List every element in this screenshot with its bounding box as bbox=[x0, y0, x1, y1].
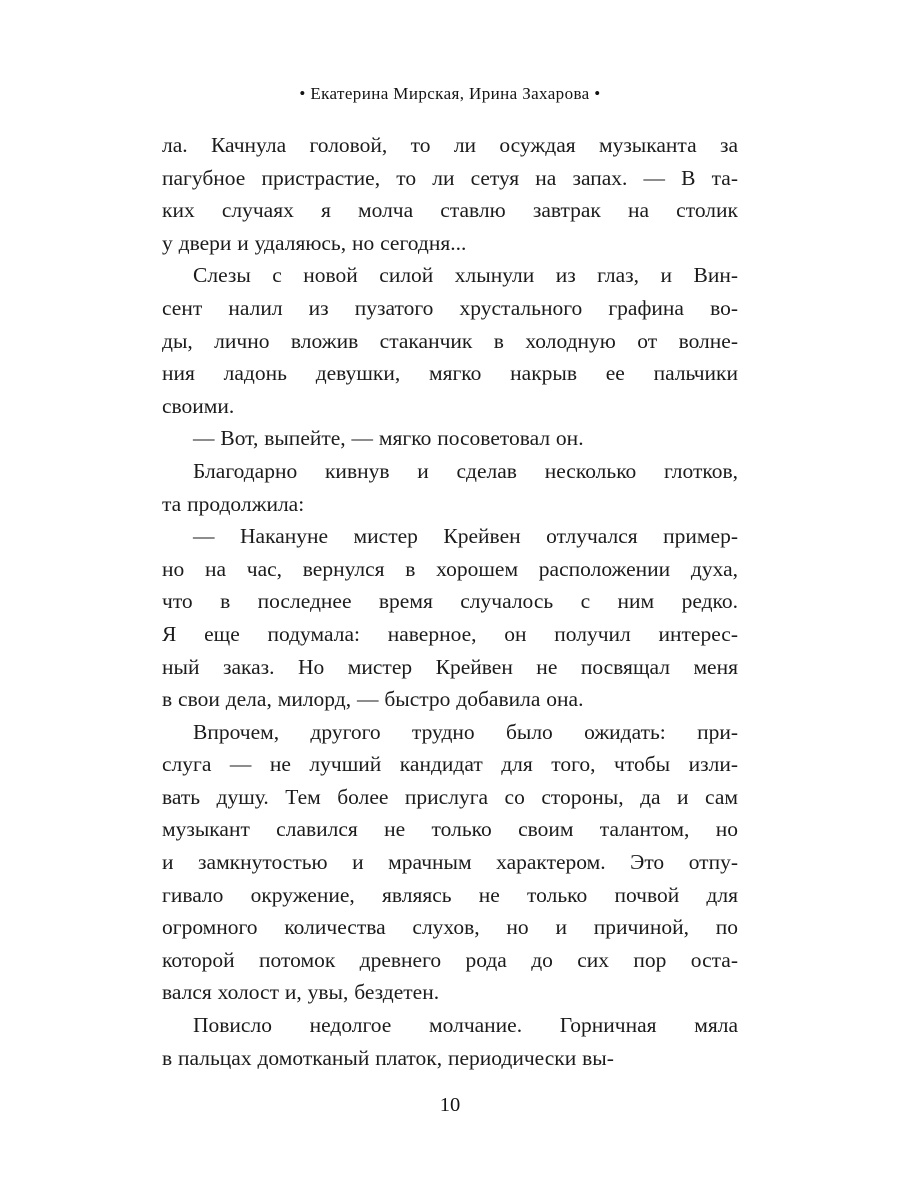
text-line: пагубное пристрастие, то ли сетуя на запах. — В та- bbox=[162, 165, 738, 190]
paragraph bbox=[162, 520, 738, 716]
text-line: гивало окружение, являясь не только почвой для bbox=[162, 882, 738, 907]
paragraph bbox=[162, 455, 738, 520]
text-line: которой потомок древнего рода до сих пор оста- bbox=[162, 947, 738, 972]
text-line: — Вот, выпейте, — мягко посоветовал он. bbox=[193, 426, 584, 451]
paragraph bbox=[162, 422, 738, 455]
paragraph bbox=[162, 716, 738, 1009]
running-header: • Екатерина Мирская, Ирина Захарова • bbox=[299, 84, 601, 103]
text-line: Впрочем, другого трудно было ожидать: при- bbox=[193, 719, 738, 744]
paragraph bbox=[162, 129, 738, 259]
text-line: но на час, вернулся в хорошем расположении духа, bbox=[162, 556, 738, 581]
text-line: сент налил из пузатого хрустального графина во- bbox=[162, 295, 738, 320]
text-line: в пальцах домотканый платок, периодически вы- bbox=[162, 1045, 614, 1070]
paragraph bbox=[162, 259, 738, 422]
text-line: в свои дела, милорд, — быстро добавила она. bbox=[162, 687, 584, 712]
text-line: Повисло недолгое молчание. Горничная мяла bbox=[193, 1013, 738, 1038]
page-number: 10 bbox=[439, 1094, 461, 1116]
text-line: ный заказ. Но мистер Крейвен не посвящал меня bbox=[162, 654, 738, 679]
text-line: слуга — не лучший кандидат для того, чтобы изли- bbox=[162, 752, 738, 777]
text-line: ния ладонь девушки, мягко накрыв ее пальчики bbox=[162, 361, 738, 386]
text-line: что в последнее время случалось с ним редко. bbox=[162, 589, 738, 614]
text-line: у двери и удаляюсь, но сегодня... bbox=[162, 230, 467, 255]
text-line: — Накануне мистер Крейвен отлучался пример- bbox=[193, 524, 738, 549]
text-line: та продолжила: bbox=[162, 491, 305, 516]
text-line: ких случаях я молча ставлю завтрак на столик bbox=[162, 198, 738, 223]
text-line: и замкнутостью и мрачным характером. Это отпу- bbox=[162, 850, 738, 875]
text-line: Благодарно кивнув и сделав несколько глотков, bbox=[193, 458, 738, 483]
paragraph bbox=[162, 1009, 738, 1074]
text-line: огромного количества слухов, но и причиной, по bbox=[162, 915, 738, 940]
text-line: ды, лично вложив стаканчик в холодную от волне- bbox=[162, 328, 738, 353]
text-line: вался холост и, увы, бездетен. bbox=[162, 980, 440, 1005]
text-line: Слезы с новой силой хлынули из глаз, и Вин- bbox=[193, 263, 738, 288]
text-line: своими. bbox=[162, 393, 235, 418]
text-line: вать душу. Тем более прислуга со стороны, да и сам bbox=[162, 784, 738, 809]
body-text bbox=[162, 129, 738, 1074]
text-line: ла. Качнула головой, то ли осуждая музыканта за bbox=[162, 133, 738, 157]
text-line: Я еще подумала: наверное, он получил интерес- bbox=[162, 621, 738, 646]
text-line: музыкант славился не только своим талантом, но bbox=[162, 817, 738, 842]
